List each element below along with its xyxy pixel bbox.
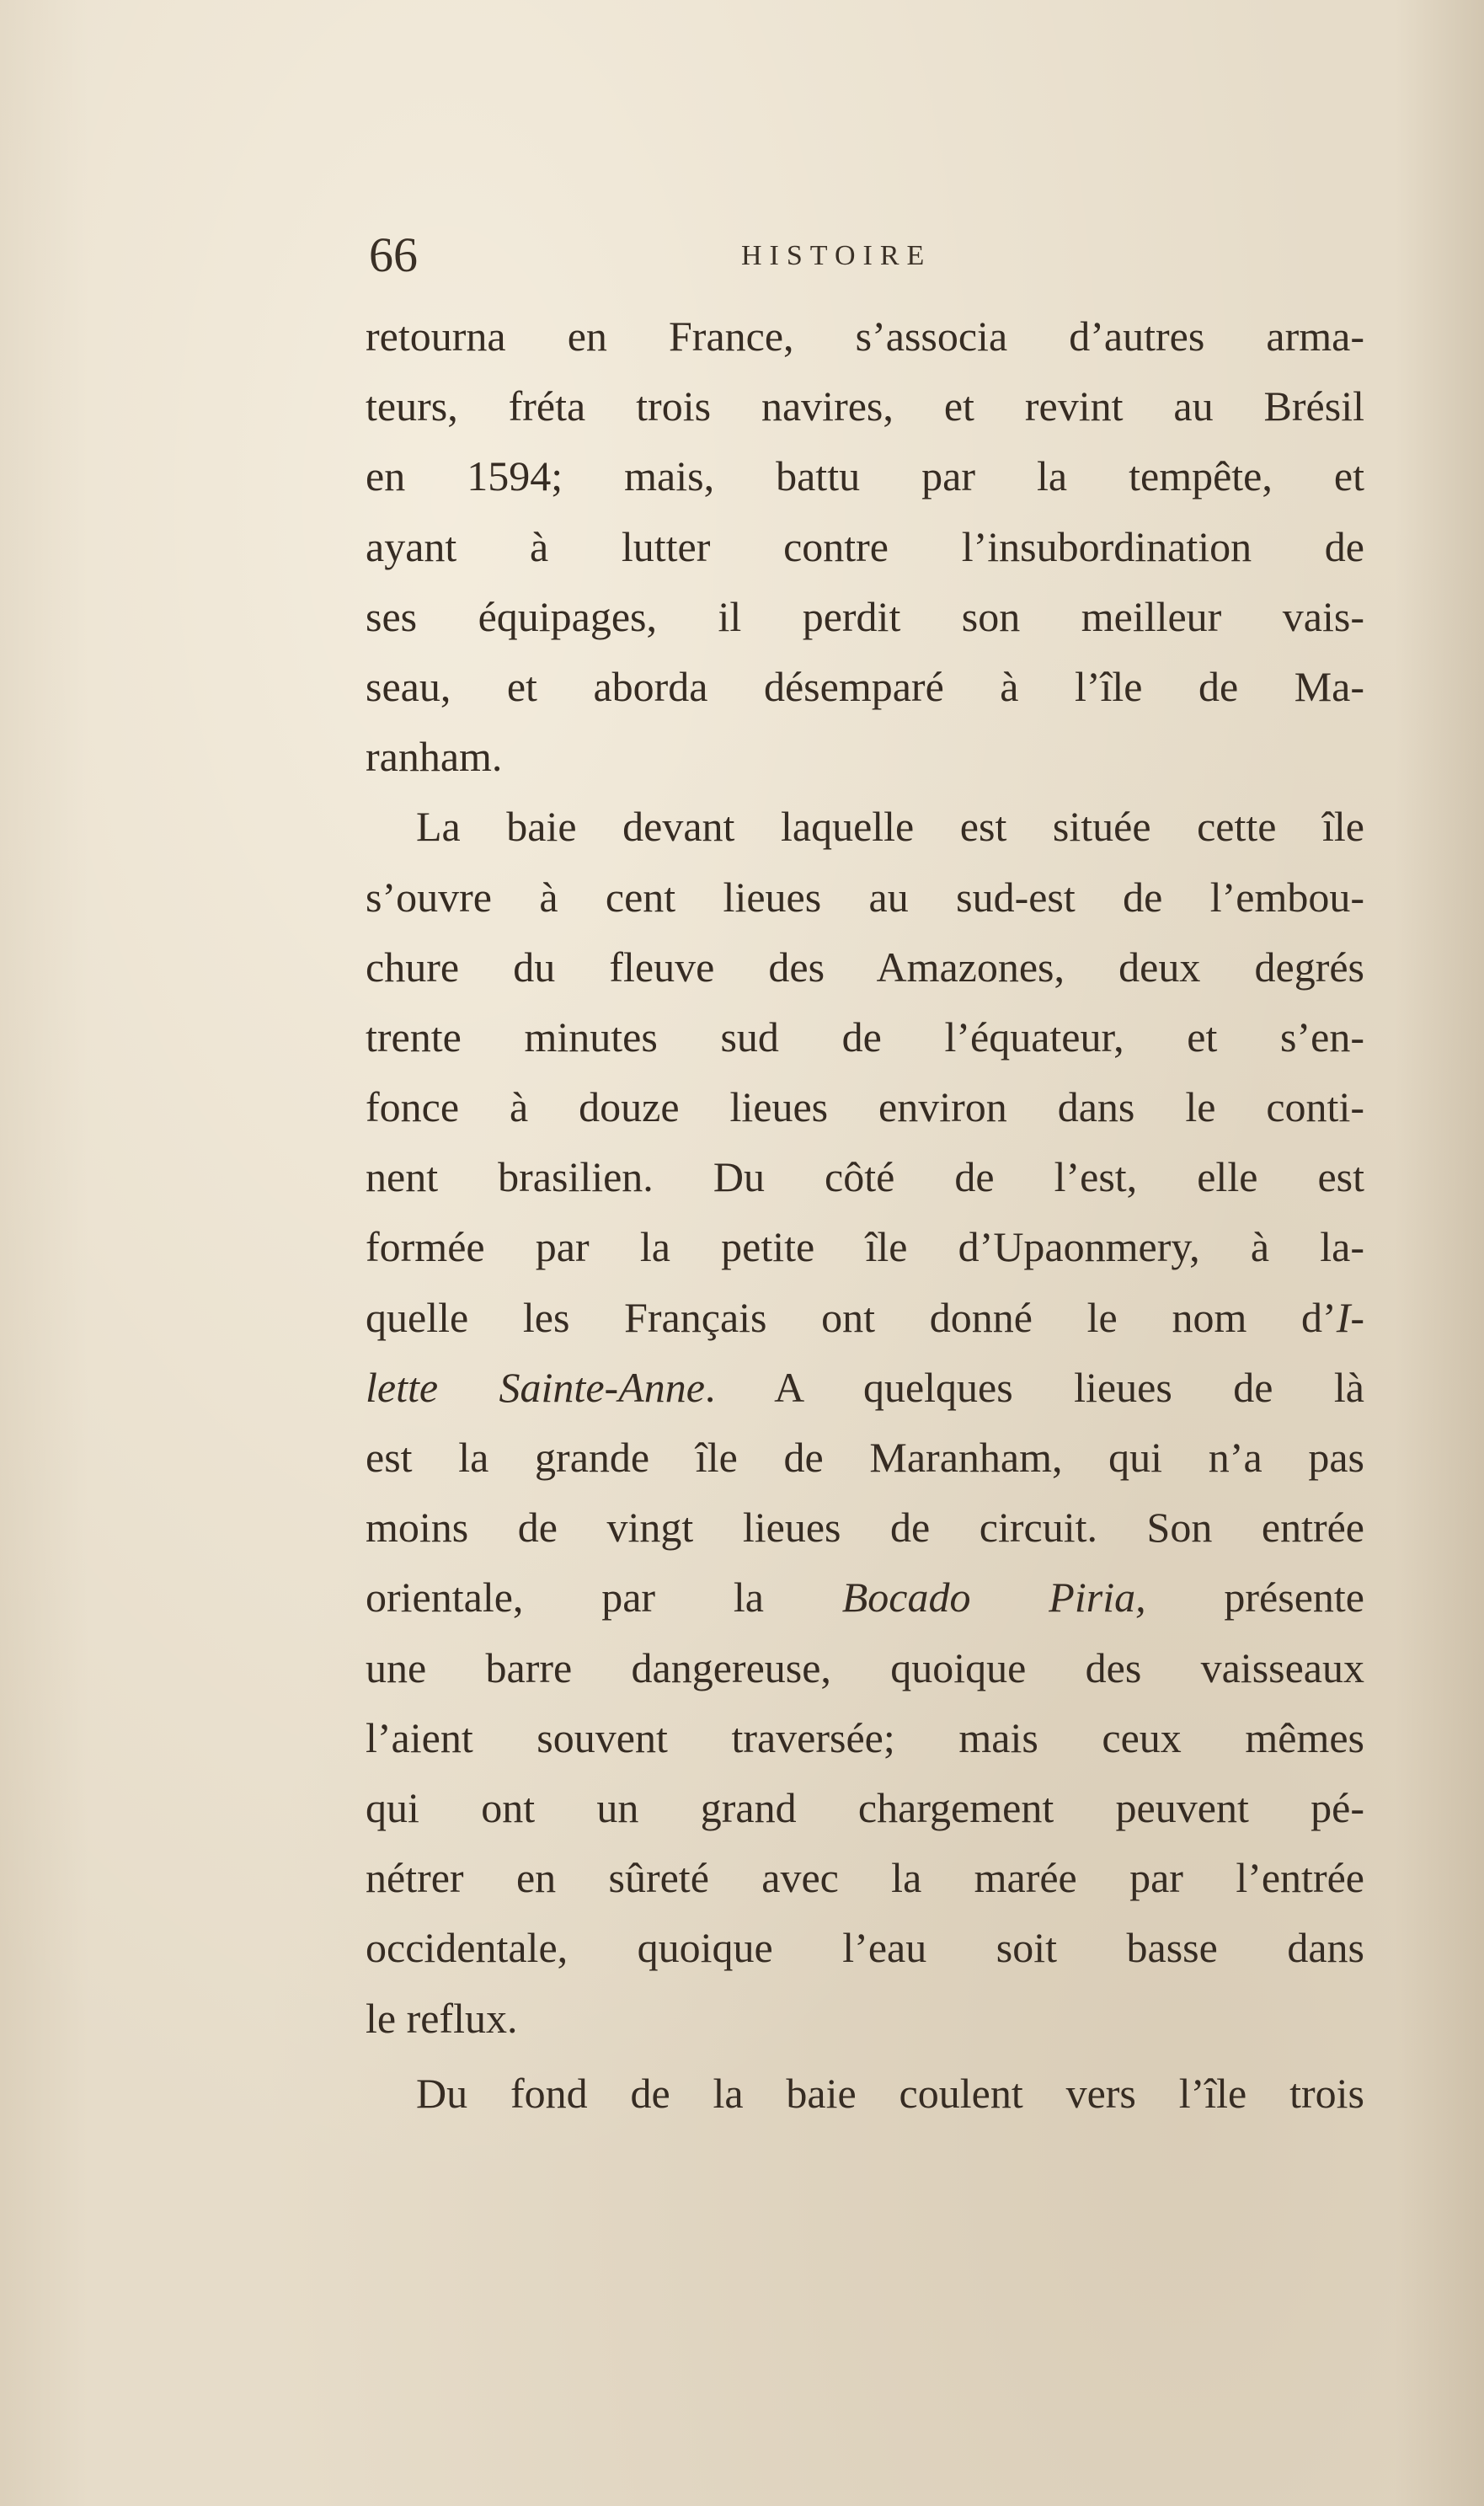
text-line: occidentale, quoique l’eau soit basse dans [366, 1924, 1364, 1972]
text-line: seau, et aborda désemparé à l’île de Ma- [366, 662, 1364, 710]
text-line: ses équipages, il perdit son meilleur vais- [366, 592, 1364, 640]
body-text [366, 302, 1364, 2129]
text-line: le reflux. [366, 1994, 518, 2042]
italic-place-name: Bocado Piria, [841, 1574, 1146, 1622]
text-line: moins de vingt lieues de circuit. Son entrée [366, 1504, 1364, 1552]
text-line: formée par la petite île d’Upaonmery, à la- [366, 1223, 1364, 1271]
text-line: est la grande île de Maranham, qui n’a pas [366, 1434, 1364, 1481]
text-line: ranham. [366, 733, 503, 781]
italic-place-name: lette Sainte-Anne [366, 1363, 705, 1411]
text-line: l’aient souvent traversée; mais ceux mêmes [366, 1713, 1364, 1761]
text-line: nétrer en sûreté avec la marée par l’entrée [366, 1854, 1364, 1902]
text-line: quelle les Français ont donné le nom d’I- [366, 1293, 1364, 1341]
text-line: qui ont un grand chargement peuvent pé- [366, 1783, 1364, 1831]
text-line: ayant à lutter contre l’insubordination de [366, 522, 1364, 570]
text-line: orientale, par la Bocado Piria, présente [366, 1574, 1364, 1622]
text-line: fonce à douze lieues environ dans le conti- [366, 1083, 1364, 1131]
text-line: retourna en France, s’associa d’autres arma- [366, 313, 1364, 360]
text-line: chure du fleuve des Amazones, deux degrés [366, 943, 1364, 991]
paragraph-start-line: La baie devant laquelle est située cette île [416, 803, 1364, 851]
text-line: lette Sainte-Anne. A quelques lieues de là [366, 1363, 1365, 1411]
text-line: s’ouvre à cent lieues au sud-est de l’embou- [366, 873, 1364, 921]
text-line: trente minutes sud de l’équateur, et s’en- [366, 1013, 1364, 1061]
page-header [369, 226, 1361, 285]
italic-term: I- [1336, 1293, 1364, 1341]
text-line: en 1594; mais, battu par la tempête, et [366, 452, 1364, 500]
running-title: HISTOIRE [741, 240, 932, 271]
text-line: nent brasilien. Du côté de l’est, elle est [366, 1153, 1364, 1201]
paragraph-start-line: Du fond de la baie coulent vers l’île trois [416, 2069, 1364, 2117]
text-line: une barre dangereuse, quoique des vaisseaux [366, 1643, 1364, 1691]
text-line: teurs, fréta trois navires, et revint au Brésil [366, 382, 1364, 430]
page-number: 66 [369, 227, 418, 282]
